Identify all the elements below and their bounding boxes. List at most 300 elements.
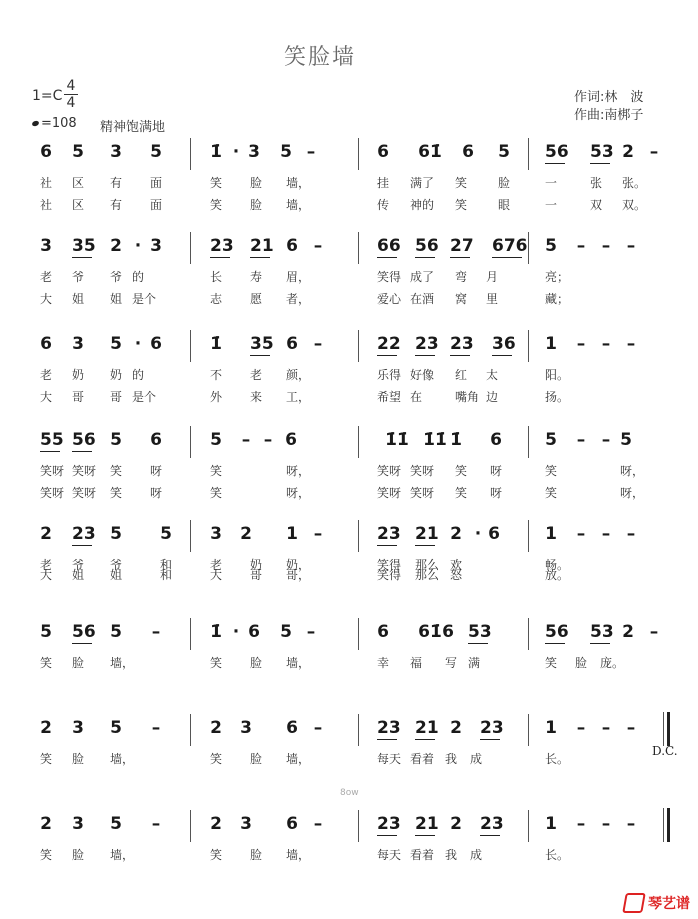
lyric-syllable: 成	[470, 848, 483, 862]
lyric-syllable: 愿	[250, 292, 263, 306]
lyric-syllable: 成	[470, 752, 483, 766]
note: –	[649, 622, 659, 642]
lyric-syllable: 红	[455, 368, 468, 382]
note: 3	[210, 524, 222, 544]
note: –	[313, 718, 323, 738]
note: 2	[210, 718, 222, 738]
lyric-syllable: 笑呀	[410, 464, 435, 478]
note: 53	[468, 622, 492, 642]
lyric-syllable: 笑呀	[72, 486, 97, 500]
note: 2	[210, 814, 222, 834]
lyric-syllable: 笑	[110, 486, 123, 500]
note: 35	[72, 236, 96, 256]
site-logo	[624, 893, 690, 913]
note: 36	[492, 334, 516, 354]
da-capo-mark: D.C.	[652, 744, 678, 758]
lyric-syllable: 笑得	[377, 568, 402, 582]
beam-underline	[377, 739, 397, 740]
lyric-syllable: 畅。	[545, 558, 570, 572]
note: –	[313, 236, 323, 256]
note: 2	[450, 718, 462, 738]
lyric-syllable: 大	[40, 292, 53, 306]
barline	[528, 138, 529, 170]
lyric-syllable: 老	[40, 270, 53, 284]
barline	[190, 232, 191, 264]
time-top: 4	[66, 78, 76, 94]
lyric-syllable: 张。	[622, 176, 647, 190]
lyric-syllable: 外	[210, 390, 223, 404]
note: –	[576, 718, 586, 738]
note: –	[626, 814, 636, 834]
note: 56	[545, 622, 569, 642]
lyric-syllable: 笑	[40, 656, 53, 670]
lyric-syllable: 的	[132, 270, 145, 284]
note: 1	[545, 814, 557, 834]
lyric-syllable: 张	[590, 176, 603, 190]
lyric-syllable: 大	[40, 568, 53, 582]
note: –	[601, 718, 611, 738]
note: 2	[40, 814, 52, 834]
note: –	[601, 236, 611, 256]
page-mark: 8ow	[340, 788, 359, 798]
note: 5	[110, 622, 122, 642]
note: 5	[545, 236, 557, 256]
lyric-syllable: 看着	[410, 848, 435, 862]
logo-icon	[622, 893, 646, 913]
lyricist-credit: 作词:林 波	[574, 90, 644, 105]
lyric-syllable: 笑呀	[40, 464, 65, 478]
beam-underline	[492, 355, 512, 356]
lyric-syllable: 有	[110, 176, 123, 190]
composer-credit: 作曲:南梆子	[574, 108, 644, 123]
note: 1	[545, 334, 557, 354]
lyric-syllable: 笑	[210, 656, 223, 670]
lyric-syllable: 福	[410, 656, 423, 670]
lyric-syllable: 呀	[490, 464, 503, 478]
note: –	[601, 524, 611, 544]
lyric-syllable: 脸	[250, 752, 263, 766]
note: 6	[286, 814, 298, 834]
note: 23	[480, 814, 504, 834]
lyric-syllable: 那么	[415, 558, 440, 572]
note: 6	[40, 142, 52, 162]
note: –	[306, 142, 316, 162]
lyric-syllable: 不	[210, 368, 223, 382]
barline	[358, 618, 359, 650]
lyric-syllable: 志	[210, 292, 223, 306]
note: –	[306, 622, 316, 642]
lyric-syllable: 老	[250, 368, 263, 382]
lyric-syllable: 每天	[377, 752, 402, 766]
lyric-syllable: 呀	[150, 486, 163, 500]
lyric-syllable: 奶	[250, 558, 263, 572]
note: –	[576, 524, 586, 544]
note: 1̇	[210, 142, 222, 162]
note: 21	[415, 718, 439, 738]
final-barline	[667, 808, 670, 842]
lyric-syllable: 弯	[455, 270, 468, 284]
note: 6	[150, 430, 162, 450]
lyric-syllable: 大	[210, 568, 223, 582]
lyric-syllable: 墙，	[110, 656, 135, 670]
lyric-syllable: 欢	[450, 558, 463, 572]
note: 3	[72, 334, 84, 354]
note: ·	[134, 236, 142, 256]
note: 5	[110, 718, 122, 738]
lyric-syllable: 一	[545, 176, 558, 190]
note: –	[626, 334, 636, 354]
lyric-syllable: 姐	[72, 292, 85, 306]
note: 23	[377, 524, 401, 544]
beam-underline	[72, 545, 92, 546]
lyric-syllable: 面	[150, 176, 163, 190]
lyric-syllable: 太	[486, 368, 499, 382]
lyric-syllable: 满了	[410, 176, 435, 190]
lyric-syllable: 脸	[250, 198, 263, 212]
lyric-syllable: 者，	[286, 292, 311, 306]
lyric-syllable: 嘴角	[455, 390, 480, 404]
note: –	[151, 622, 161, 642]
lyric-syllable: 和	[160, 558, 173, 572]
barline	[190, 138, 191, 170]
lyric-syllable: 姐	[110, 568, 123, 582]
lyric-syllable: 墙，	[286, 848, 311, 862]
beam-underline	[72, 451, 92, 452]
lyric-syllable: 写	[445, 656, 458, 670]
lyric-syllable: 庞。	[600, 656, 625, 670]
note: 6	[490, 430, 502, 450]
beam-underline	[72, 257, 92, 258]
barline	[190, 714, 191, 746]
lyric-syllable: 笑	[110, 464, 123, 478]
lyric-syllable: 笑	[210, 464, 223, 478]
lyric-syllable: 脸	[72, 848, 85, 862]
beam-underline	[468, 643, 488, 644]
note: 5	[150, 142, 162, 162]
lyric-syllable: 姐	[72, 568, 85, 582]
note: 5	[210, 430, 222, 450]
note: 56	[545, 142, 569, 162]
note: 6	[462, 142, 474, 162]
beam-underline	[377, 545, 397, 546]
lyric-syllable: 在酒	[410, 292, 435, 306]
barline	[528, 810, 529, 842]
note: ·	[232, 142, 240, 162]
lyric-syllable: 是个	[132, 390, 157, 404]
beam-underline	[450, 257, 470, 258]
note: 5	[620, 430, 632, 450]
note: 6	[286, 334, 298, 354]
lyric-syllable: 笑	[210, 198, 223, 212]
note: 23	[72, 524, 96, 544]
lyric-syllable: 里	[486, 292, 499, 306]
note: –	[576, 430, 586, 450]
tempo-marking	[32, 116, 77, 131]
lyric-syllable: 脸	[498, 176, 511, 190]
note: –	[601, 334, 611, 354]
note: 5	[110, 430, 122, 450]
note: 3	[150, 236, 162, 256]
lyric-syllable: 笑呀	[377, 486, 402, 500]
beam-underline	[72, 643, 92, 644]
barline	[358, 810, 359, 842]
note: –	[626, 718, 636, 738]
beam-underline	[480, 835, 500, 836]
lyric-syllable: 工，	[286, 390, 311, 404]
lyric-syllable: 笑	[210, 486, 223, 500]
barline	[528, 714, 529, 746]
note: 55	[40, 430, 64, 450]
lyric-syllable: 好像	[410, 368, 435, 382]
note: ·	[474, 524, 482, 544]
lyric-syllable: 挂	[377, 176, 390, 190]
beam-underline	[250, 257, 270, 258]
lyric-syllable: 笑呀	[410, 486, 435, 500]
beam-underline	[415, 739, 435, 740]
expression-marking: 精神饱满地	[100, 120, 166, 135]
lyric-syllable: 笑	[40, 752, 53, 766]
lyric-syllable: 爷	[72, 270, 85, 284]
lyric-syllable: 和	[160, 568, 173, 582]
note: 53	[590, 622, 614, 642]
lyric-syllable: 爷	[110, 558, 123, 572]
lyric-syllable: 笑	[455, 176, 468, 190]
note: 6	[285, 430, 297, 450]
lyric-syllable: 那么	[415, 568, 440, 582]
lyric-syllable: 月	[486, 270, 499, 284]
lyric-syllable: 我	[445, 848, 458, 862]
lyric-syllable: 笑	[545, 486, 558, 500]
barline	[528, 426, 529, 458]
note: 6	[442, 622, 454, 642]
lyric-syllable: 笑得	[377, 558, 402, 572]
note: 3	[72, 814, 84, 834]
beam-underline	[377, 835, 397, 836]
lyric-syllable: 爷	[72, 558, 85, 572]
lyric-syllable: 来	[250, 390, 263, 404]
beam-underline	[492, 257, 522, 258]
note: –	[626, 236, 636, 256]
lyric-syllable: 在	[410, 390, 423, 404]
note: 1̇1̇	[423, 430, 447, 450]
lyric-syllable: 笑	[210, 752, 223, 766]
key-signature: 1=C	[32, 88, 63, 104]
note: 6	[248, 622, 260, 642]
barline	[190, 520, 191, 552]
note: –	[576, 236, 586, 256]
barline	[190, 618, 191, 650]
note: 3	[240, 814, 252, 834]
beam-underline	[415, 835, 435, 836]
lyric-syllable: 哥	[250, 568, 263, 582]
note: 1	[545, 524, 557, 544]
note: 23	[415, 334, 439, 354]
barline	[528, 232, 529, 264]
quarter-note-icon	[31, 120, 39, 127]
lyric-syllable: 区	[72, 176, 85, 190]
note: 2	[450, 524, 462, 544]
beam-underline	[210, 257, 230, 258]
lyric-syllable: 社	[40, 198, 53, 212]
lyric-syllable: 老	[40, 368, 53, 382]
lyric-syllable: 窝	[455, 292, 468, 306]
note: 1̇1̇	[385, 430, 409, 450]
lyric-syllable: 眉，	[286, 270, 311, 284]
lyric-syllable: 社	[40, 176, 53, 190]
tempo-value: =108	[41, 116, 77, 131]
lyric-syllable: 奶	[110, 368, 123, 382]
note: 1̇	[210, 622, 222, 642]
beam-underline	[545, 163, 565, 164]
note: 5	[160, 524, 172, 544]
note: 3	[72, 718, 84, 738]
lyric-syllable: 呀，	[286, 464, 311, 478]
final-barline	[663, 808, 664, 842]
note: 35	[250, 334, 274, 354]
lyric-syllable: 脸	[575, 656, 588, 670]
note: 6	[377, 622, 389, 642]
lyric-syllable: 呀，	[620, 464, 645, 478]
note: 6	[286, 236, 298, 256]
note: 21	[250, 236, 274, 256]
note: 6	[377, 142, 389, 162]
note: 6	[150, 334, 162, 354]
lyric-syllable: 笑	[210, 848, 223, 862]
lyric-syllable: 呀，	[286, 486, 311, 500]
note: –	[241, 430, 251, 450]
lyric-syllable: 成了	[410, 270, 435, 284]
logo-text: 琴艺谱	[648, 896, 690, 912]
lyric-syllable: 放。	[545, 568, 570, 582]
lyric-syllable: 笑呀	[40, 486, 65, 500]
final-barline	[663, 712, 664, 746]
lyric-syllable: 阳。	[545, 368, 570, 382]
note: 61̇	[418, 622, 442, 642]
lyric-syllable: 墙，	[110, 752, 135, 766]
note: 5	[498, 142, 510, 162]
note: 5	[40, 622, 52, 642]
note: –	[626, 524, 636, 544]
beam-underline	[377, 257, 397, 258]
beam-underline	[40, 451, 60, 452]
lyric-syllable: 的	[132, 368, 145, 382]
lyric-syllable: 脸	[250, 848, 263, 862]
barline	[358, 138, 359, 170]
note: 1̇	[450, 430, 462, 450]
beam-underline	[250, 355, 270, 356]
note: 5	[545, 430, 557, 450]
lyric-syllable: 呀，	[620, 486, 645, 500]
note: 2	[622, 622, 634, 642]
note: 1̇	[210, 334, 222, 354]
lyric-syllable: 脸	[72, 656, 85, 670]
barline	[528, 618, 529, 650]
lyric-syllable: 墙，	[110, 848, 135, 862]
note: 5	[110, 334, 122, 354]
note: 5	[110, 814, 122, 834]
lyric-syllable: 姐	[110, 292, 123, 306]
note: 27	[450, 236, 474, 256]
note: 1	[286, 524, 298, 544]
note: 2	[40, 524, 52, 544]
note: 23	[377, 718, 401, 738]
note: 23	[377, 814, 401, 834]
beam-underline	[415, 545, 435, 546]
lyric-syllable: 呀	[490, 486, 503, 500]
lyric-syllable: 是个	[132, 292, 157, 306]
beam-underline	[450, 355, 470, 356]
lyric-syllable: 怒	[450, 568, 463, 582]
lyric-syllable: 长。	[545, 848, 570, 862]
note: 6	[488, 524, 500, 544]
lyric-syllable: 哥	[72, 390, 85, 404]
barline	[358, 232, 359, 264]
barline	[358, 714, 359, 746]
lyric-syllable: 墙，	[286, 752, 311, 766]
note: 21	[415, 814, 439, 834]
lyric-syllable: 脸	[250, 176, 263, 190]
note: 3	[248, 142, 260, 162]
lyric-syllable: 爷	[110, 270, 123, 284]
barline	[358, 330, 359, 362]
note: –	[263, 430, 273, 450]
lyric-syllable: 每天	[377, 848, 402, 862]
note: 1	[545, 718, 557, 738]
barline	[528, 520, 529, 552]
lyric-syllable: 神的	[410, 198, 435, 212]
lyric-syllable: 幸	[377, 656, 390, 670]
note: 676	[492, 236, 528, 256]
lyric-syllable: 爱心	[377, 292, 402, 306]
lyric-syllable: 笑	[545, 464, 558, 478]
note: 2	[240, 524, 252, 544]
time-signature	[64, 78, 78, 111]
lyric-syllable: 脸	[72, 752, 85, 766]
note: 6	[40, 334, 52, 354]
lyric-syllable: 笑	[40, 848, 53, 862]
song-title: 笑脸墙	[283, 45, 356, 70]
lyric-syllable: 眼	[498, 198, 511, 212]
lyric-syllable: 区	[72, 198, 85, 212]
barline	[190, 810, 191, 842]
note: 2	[40, 718, 52, 738]
note: –	[313, 814, 323, 834]
note: 23	[210, 236, 234, 256]
note: –	[313, 334, 323, 354]
note: ·	[134, 334, 142, 354]
note: –	[151, 814, 161, 834]
beam-underline	[415, 355, 435, 356]
note: –	[601, 814, 611, 834]
lyric-syllable: 笑	[210, 176, 223, 190]
lyric-syllable: 老	[40, 558, 53, 572]
lyric-syllable: 笑	[545, 656, 558, 670]
lyric-syllable: 笑	[455, 486, 468, 500]
lyric-syllable: 寿	[250, 270, 263, 284]
barline	[190, 426, 191, 458]
lyric-syllable: 藏；	[545, 292, 570, 306]
note: ·	[232, 622, 240, 642]
note: –	[601, 430, 611, 450]
lyric-syllable: 呀	[150, 464, 163, 478]
final-barline	[667, 712, 670, 746]
note: 5	[72, 142, 84, 162]
lyric-syllable: 有	[110, 198, 123, 212]
note: 2	[110, 236, 122, 256]
lyric-syllable: 希望	[377, 390, 402, 404]
barline	[528, 330, 529, 362]
time-bottom: 4	[66, 95, 76, 111]
